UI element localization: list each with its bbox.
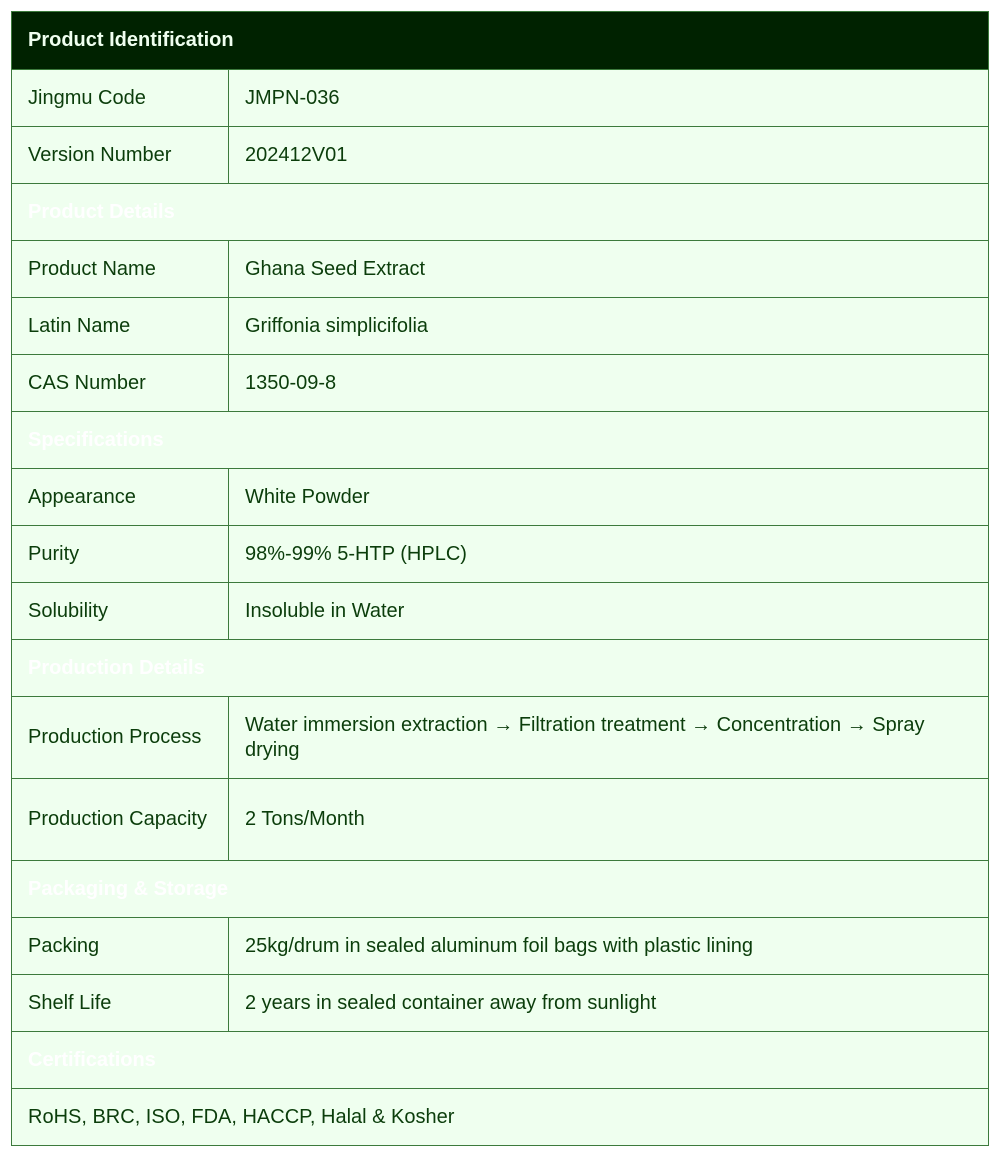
section-header-row xyxy=(12,412,989,469)
row-value: Griffonia simplicifolia xyxy=(229,298,989,355)
table-row xyxy=(12,975,989,1032)
row-label: Version Number xyxy=(12,127,229,184)
row-label: Purity xyxy=(12,526,229,583)
section-header-row xyxy=(12,184,989,241)
row-value: 98%-99% 5-HTP (HPLC) xyxy=(229,526,989,583)
row-value: 1350-09-8 xyxy=(229,355,989,412)
row-label: Production Capacity xyxy=(12,779,229,861)
row-value: Insoluble in Water xyxy=(229,583,989,640)
section-heading-production-details: Production Details xyxy=(12,640,989,697)
row-label: Jingmu Code xyxy=(12,70,229,127)
table-row xyxy=(12,1089,989,1146)
row-value: 25kg/drum in sealed aluminum foil bags with plastic lining xyxy=(229,918,989,975)
table-row xyxy=(12,918,989,975)
table-row xyxy=(12,697,989,779)
row-value: Ghana Seed Extract xyxy=(229,241,989,298)
section-heading-product-details: Product Details xyxy=(12,184,989,241)
row-label: CAS Number xyxy=(12,355,229,412)
row-label: Production Process xyxy=(12,697,229,779)
row-label: Appearance xyxy=(12,469,229,526)
section-heading-certifications: Certifications xyxy=(12,1032,989,1089)
table-row xyxy=(12,70,989,127)
row-value: 2 years in sealed container away from sunlight xyxy=(229,975,989,1032)
section-heading-packaging-storage: Packaging & Storage xyxy=(12,861,989,918)
section-header-row xyxy=(12,1032,989,1089)
table-row xyxy=(12,469,989,526)
row-label: Packing xyxy=(12,918,229,975)
row-label: Solubility xyxy=(12,583,229,640)
section-header-row xyxy=(12,861,989,918)
table-row xyxy=(12,526,989,583)
table-title-row xyxy=(12,12,989,70)
section-header-row xyxy=(12,640,989,697)
table-row xyxy=(12,298,989,355)
table-row xyxy=(12,583,989,640)
table-row xyxy=(12,127,989,184)
row-label: Latin Name xyxy=(12,298,229,355)
table-row xyxy=(12,779,989,861)
section-heading-specifications: Specifications xyxy=(12,412,989,469)
certifications-value: RoHS, BRC, ISO, FDA, HACCP, Halal & Kosher xyxy=(12,1089,989,1146)
row-value: Water immersion extraction → Filtration treatment → Concentration → Spray drying xyxy=(229,697,989,779)
row-label: Product Name xyxy=(12,241,229,298)
row-value: 202412V01 xyxy=(229,127,989,184)
row-value: White Powder xyxy=(229,469,989,526)
product-spec-table xyxy=(11,11,989,1146)
row-value: JMPN-036 xyxy=(229,70,989,127)
table-title: Product Identification xyxy=(12,12,989,70)
table-row xyxy=(12,241,989,298)
row-value: 2 Tons/Month xyxy=(229,779,989,861)
table-row xyxy=(12,355,989,412)
row-label: Shelf Life xyxy=(12,975,229,1032)
